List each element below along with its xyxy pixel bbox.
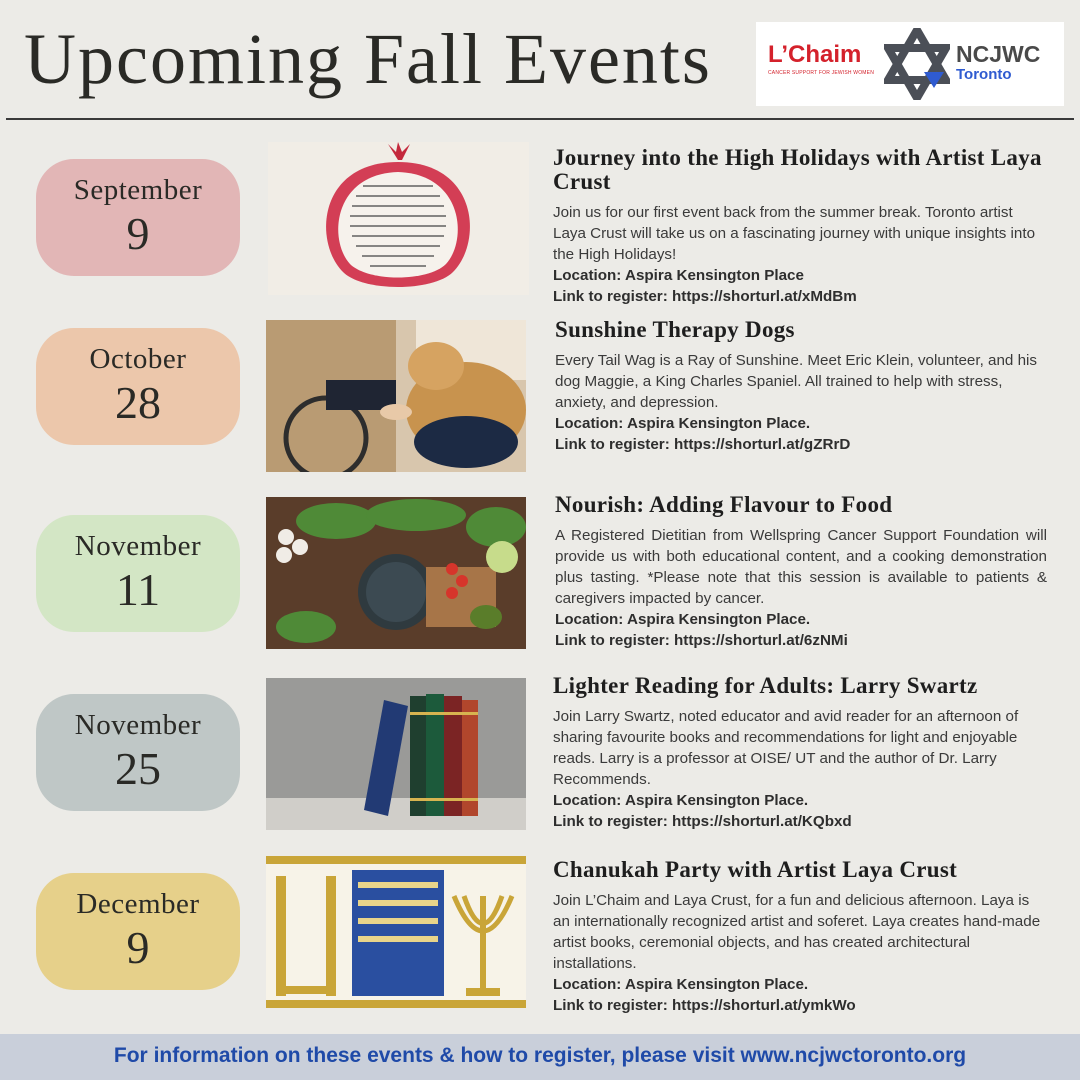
event-register-link[interactable]: Link to register: https://shorturl.at/gZRrD (555, 436, 851, 453)
header-divider (6, 118, 1074, 120)
event-card (553, 674, 1045, 832)
date-badge (36, 159, 240, 276)
footer-banner[interactable]: For information on these events & how to register, please visit www.ncjwctoronto.org (0, 1034, 1080, 1080)
page-title: Upcoming Fall Events (24, 19, 712, 99)
date-badge (36, 694, 240, 811)
date-month: September (73, 174, 203, 206)
event-location: Location: Aspira Kensington Place (553, 267, 804, 284)
lchaim-logo-name: L’Chaim (768, 41, 862, 68)
date-badge (36, 515, 240, 632)
event-card (553, 858, 1045, 1016)
books-image (266, 678, 526, 830)
menorah-papercut-art-image (266, 856, 526, 1008)
event-card (555, 493, 1047, 651)
event-location: Location: Aspira Kensington Place. (553, 976, 809, 993)
date-badge (36, 328, 240, 445)
event-title: Chanukah Party with Artist Laya Crust (553, 857, 958, 882)
event-title: Journey into the High Holidays with Artist Laya Crust (553, 145, 1042, 194)
date-badge (36, 873, 240, 990)
date-day: 9 (126, 208, 150, 259)
date-day: 11 (115, 564, 161, 615)
event-card (555, 318, 1047, 455)
event-location: Location: Aspira Kensington Place. (555, 611, 811, 628)
event-location: Location: Aspira Kensington Place. (553, 792, 809, 809)
event-title: Sunshine Therapy Dogs (555, 317, 795, 342)
lchaim-logo-tagline: CANCER SUPPORT FOR JEWISH WOMEN (768, 70, 875, 76)
event-description: Join us for our first event back from the summer break. Toronto artist Laya Crust will take us on a fascinating journey with unique insights into the High Holidays! (553, 204, 1036, 263)
date-day: 28 (115, 377, 161, 428)
date-month: October (89, 343, 187, 375)
event-title: Nourish: Adding Flavour to Food (555, 492, 893, 517)
event-description: Join Larry Swartz, noted educator and avid reader for an afternoon of sharing favourite books and recommendations for light and enjoyable reads. Larry is a professor at OISE/ UT and the author of Dr. Larry Recommends. (553, 708, 1019, 788)
date-day: 25 (115, 743, 161, 794)
date-month: December (76, 888, 200, 920)
date-month: November (74, 709, 202, 741)
ncjwc-logo-city: Toronto (956, 66, 1012, 83)
event-location: Location: Aspira Kensington Place. (555, 415, 811, 432)
event-description: A Registered Dietitian from Wellspring Cancer Support Foundation will provide us with both educational content, and a cooking demonstration plus tasting. *Please note that this session is available to patients & caregivers impacted by cancer. (555, 527, 1047, 607)
therapy-dog-image (266, 320, 526, 472)
event-register-link[interactable]: Link to register: https://shorturl.at/ymkWo (553, 997, 856, 1014)
ncjwc-logo (956, 42, 1040, 83)
event-card (553, 146, 1045, 307)
event-register-link[interactable]: Link to register: https://shorturl.at/KQbxd (553, 813, 852, 830)
event-register-link[interactable]: Link to register: https://shorturl.at/xMdBm (553, 288, 857, 305)
event-description: Every Tail Wag is a Ray of Sunshine. Meet Eric Klein, volunteer, and his dog Maggie, a King Charles Spaniel. All trained to help with stress, anxiety, and depression. (555, 352, 1038, 411)
event-description: Join L’Chaim and Laya Crust, for a fun and delicious afternoon. Laya is an internationally recognized artist and soferet. Laya creates hand-made artist books, ceremonial objects, and has created architectural installations. (553, 892, 1041, 972)
pomegranate-hebrew-art-image (268, 142, 529, 295)
date-month: November (74, 530, 202, 562)
event-register-link[interactable]: Link to register: https://shorturl.at/6zNMi (555, 632, 848, 649)
date-day: 9 (126, 922, 150, 973)
lchaim-logo (768, 42, 874, 76)
star-of-david-icon (884, 28, 950, 105)
partner-logos (756, 22, 1064, 106)
cooking-vegetables-image (266, 497, 526, 649)
ncjwc-logo-name: NCJWC (956, 41, 1041, 67)
event-title: Lighter Reading for Adults: Larry Swartz (553, 673, 978, 698)
